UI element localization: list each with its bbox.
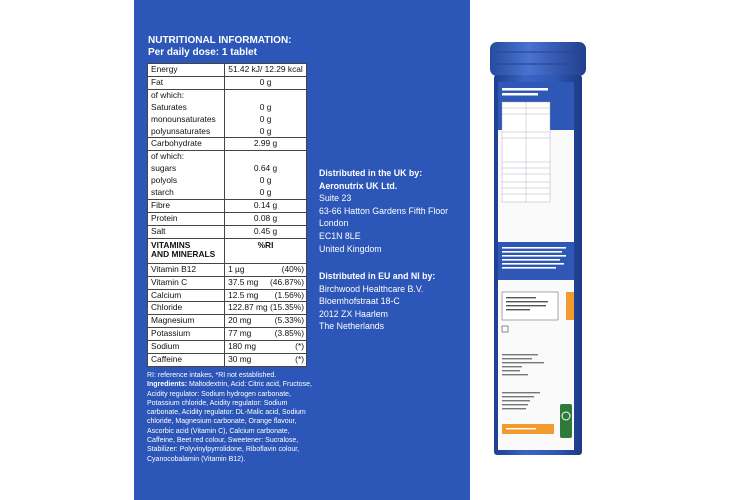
table-row xyxy=(148,163,307,175)
address-line: 63-66 Hatton Gardens Fifth Floor xyxy=(319,205,449,216)
table-row xyxy=(148,328,307,341)
address-line: Suite 23 xyxy=(319,193,352,204)
nutrient-value: 0.45 g xyxy=(225,225,307,238)
nutrient-label: Calcium xyxy=(148,289,225,302)
nutrient-label: monounsaturates xyxy=(148,114,225,126)
nutrition-heading-dose: Per daily dose: 1 tablet xyxy=(148,47,257,58)
nutrient-label: Fibre xyxy=(148,199,225,212)
nutrient-value: 0.08 g xyxy=(225,212,307,225)
nutrient-amount: 1 µg xyxy=(228,263,245,274)
nutrient-label: Magnesium xyxy=(148,315,225,328)
distributor-eu xyxy=(319,270,435,333)
table-row xyxy=(148,315,307,328)
table-row xyxy=(148,102,307,114)
footnote: RI: reference intakes, *RI not established. xyxy=(147,372,277,379)
nutrient-amount: 30 mg xyxy=(228,354,252,365)
green-dot-icon xyxy=(560,404,572,438)
nutrient-label: Carbohydrate xyxy=(148,138,225,151)
nutrient-ri: (15.35%) xyxy=(270,302,304,313)
table-row xyxy=(148,289,307,302)
table-row xyxy=(148,126,307,138)
nutrient-value: 0 g xyxy=(225,175,307,187)
table-row xyxy=(148,138,307,151)
nutrient-label: Vitamin B12 xyxy=(148,263,225,276)
address-line: EC1N 8LE xyxy=(319,230,361,241)
nutrient-value: 0.64 g xyxy=(225,163,307,175)
nutrition-heading-title: NUTRITIONAL INFORMATION: xyxy=(148,35,292,46)
ingredients-block xyxy=(147,371,319,464)
nutrient-ri: (5.33%) xyxy=(274,315,304,326)
nutrient-value: 0 g xyxy=(225,187,307,199)
nutrient-ri: (40%) xyxy=(281,263,304,274)
table-row xyxy=(148,354,307,367)
ingredients-list xyxy=(147,380,319,464)
address-line: The Netherlands xyxy=(319,321,385,332)
nutrient-value: 0 g xyxy=(225,126,307,138)
table-row xyxy=(148,89,307,101)
nutrient-amount: 77 mg xyxy=(228,328,252,339)
nutrient-label: polyunsaturates xyxy=(148,126,225,138)
nutrient-ri: (1.56%) xyxy=(274,289,304,300)
address-line: Bloemhofstraat 18-C xyxy=(319,296,400,307)
tube-mini-table xyxy=(502,102,550,202)
tube-cap xyxy=(490,42,586,76)
nutrient-value: 51.42 kJ/ 12.29 kcal xyxy=(225,64,307,77)
nutrient-label: of which: xyxy=(148,89,225,101)
nutrient-label: Energy xyxy=(148,64,225,77)
nutrient-amount: 122.87 mg xyxy=(228,302,268,313)
table-row xyxy=(148,175,307,187)
address-line: 2012 ZX Haarlem xyxy=(319,308,388,319)
nutrient-label: starch xyxy=(148,187,225,199)
nutrient-amount: 180 mg xyxy=(228,341,256,352)
nutrient-ri: (3.85%) xyxy=(274,328,304,339)
nutrient-label: Chloride xyxy=(148,302,225,315)
table-row xyxy=(148,187,307,199)
table-row xyxy=(148,199,307,212)
table-row xyxy=(148,212,307,225)
vitamins-header-label: VITAMINS AND MINERALS xyxy=(148,238,225,263)
ri-header: %RI xyxy=(225,238,307,263)
table-row xyxy=(148,76,307,89)
nutrient-value: 0.14 g xyxy=(225,199,307,212)
vitamins-header-row xyxy=(148,238,307,263)
nutrient-value: 0 g xyxy=(225,76,307,89)
nutrient-ri: (*) xyxy=(295,341,304,352)
nutrient-amount: 20 mg xyxy=(228,315,252,326)
nutrient-amount: 37.5 mg xyxy=(228,276,259,287)
table-row xyxy=(148,114,307,126)
address-line: London xyxy=(319,218,349,229)
address-line: United Kingdom xyxy=(319,243,382,254)
nutrient-label: Caffeine xyxy=(148,354,225,367)
distributor-uk-company: Aeronutrix UK Ltd. xyxy=(319,180,398,191)
nutrient-label: polyols xyxy=(148,175,225,187)
nutrient-value: 0 g xyxy=(225,114,307,126)
nutrient-label: Salt xyxy=(148,225,225,238)
product-tube-svg xyxy=(488,42,588,457)
nutrition-heading xyxy=(148,35,292,59)
product-tube-image xyxy=(488,42,588,462)
tube-ingredients-band xyxy=(498,242,574,280)
distributor-uk-title: Distributed in the UK by: xyxy=(319,168,423,178)
table-row xyxy=(148,341,307,354)
tube-orange-strip xyxy=(502,424,554,434)
nutrient-label: Protein xyxy=(148,212,225,225)
nutrient-label: sugars xyxy=(148,163,225,175)
table-row xyxy=(148,151,307,163)
nutrient-label: Vitamin C xyxy=(148,276,225,289)
nutrient-value: 2.99 g xyxy=(225,138,307,151)
table-row xyxy=(148,276,307,289)
nutrient-amount: 12.5 mg xyxy=(228,289,259,300)
table-row xyxy=(148,64,307,77)
nutrient-label: Saturates xyxy=(148,102,225,114)
ingredients-text: Maltodextrin, Acid: Citric acid, Fructose, Acidity regulator: Sodium hydrogen carbonate, Potassium chloride, Acidity regulator: Sodium carbonate, Acidity regulator: DL-Malic acid, Sodium chloride, Magnesium carbonate, Orange flavour, Ascorbic acid (Vitamin C), Calcium carbonate, Caffeine, Beet red colour, Sweetener: Sucralose, Stabilizer: Polyvinylpyrrolidone, Riboflavin colour, Cyanocobalamin (Vitamin B12). xyxy=(147,381,312,463)
nutrient-label: Fat xyxy=(148,76,225,89)
nutrient-label: Sodium xyxy=(148,341,225,354)
ingredients-label: Ingredients: xyxy=(147,381,188,389)
table-row xyxy=(148,302,307,315)
nutrient-ri: (46.87%) xyxy=(270,276,304,287)
nutrient-value: 0 g xyxy=(225,102,307,114)
table-row xyxy=(148,263,307,276)
nutrient-label: Potassium xyxy=(148,328,225,341)
distributor-uk xyxy=(319,167,448,255)
table-row xyxy=(148,225,307,238)
nutrient-label: of which: xyxy=(148,151,225,163)
distributor-eu-company: Birchwood Healthcare B.V. xyxy=(319,283,424,294)
nutrition-table xyxy=(147,63,307,367)
nutrient-ri: (*) xyxy=(295,354,304,365)
distributor-eu-title: Distributed in EU and NI by: xyxy=(319,271,436,281)
